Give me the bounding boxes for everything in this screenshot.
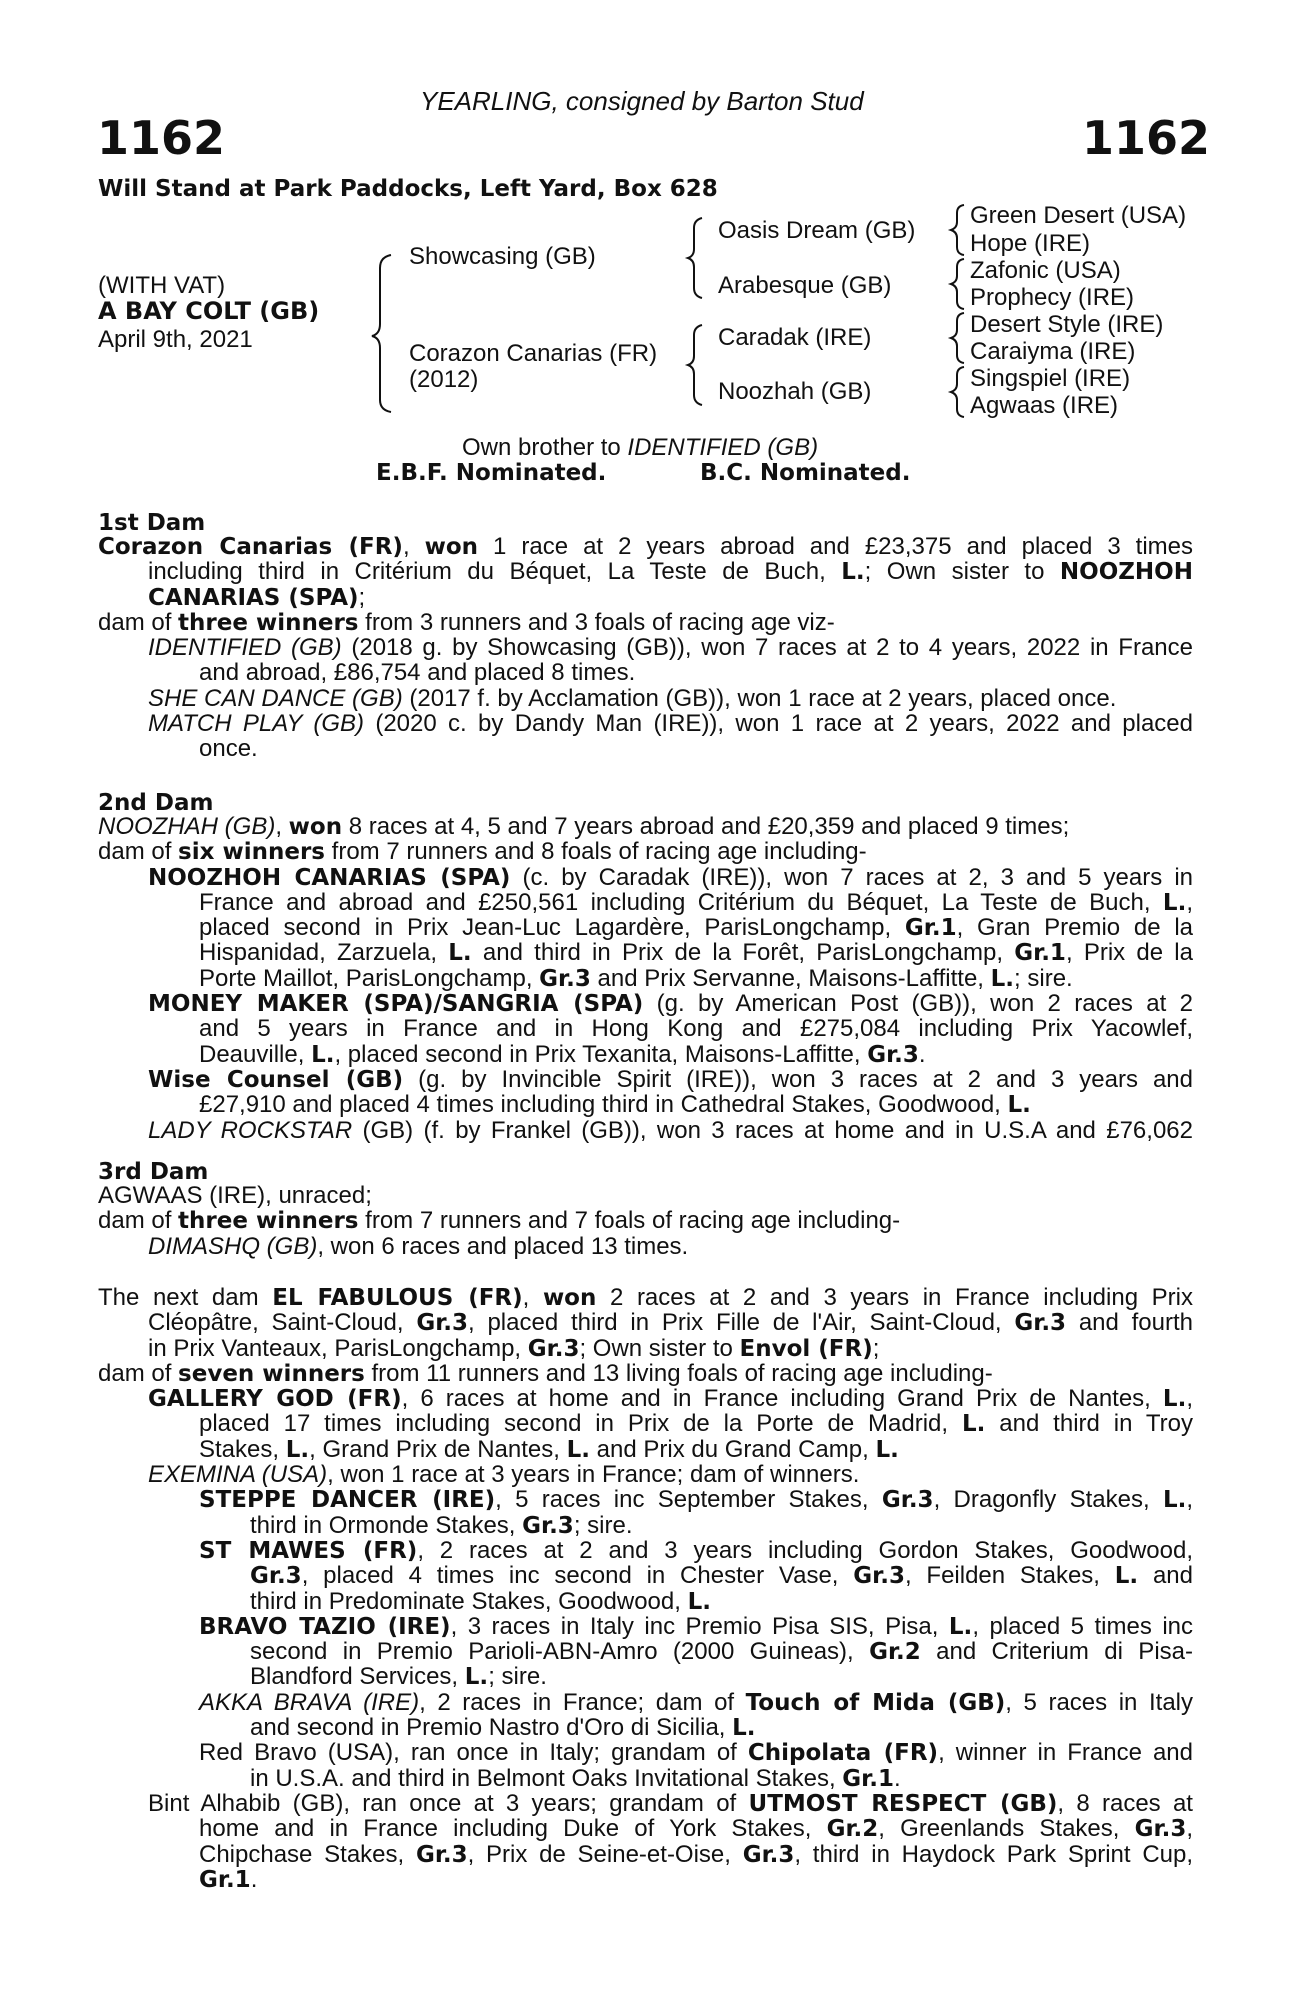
- third-dam-section: AGWAAS (IRE), unraced; dam of three winners from 7 runners and 7 foals of racing age including- DIMASHQ (GB), won 6 races and placed 13 times.: [98, 1183, 1193, 1259]
- progeny-st-mawes: ST MAWES (FR), 2 races at 2 and 3 years including Gordon Stakes, Goodwood,: [199, 1536, 1193, 1564]
- progeny-wise-counsel: Wise Counsel (GB) (g. by Invincible Spirit (IRE)), won 3 races at 2 and 3 years and: [148, 1065, 1193, 1093]
- dam-foaling-year: (2012): [409, 366, 479, 393]
- first-dam-section: Corazon Canarias (FR), won 1 race at 2 years abroad and £23,375 and placed 3 times including third in Critérium du Béquet, La Teste de Buch, L.; Own sister to NOOZHOH CANARIAS (SPA); dam of three winners from 3 runners and 3 foals of racing age viz- IDENTIFIED (GB) (2018 g. by Showcasing (GB)), won 7 races at 2 to 4 years, 2022 in France and abroad, £86,754 and placed 8 times. SHE CAN DANCE (GB) (2017 f. by Acclamation (GB)), won 1 race at 2 years, placed once. MATCH PLAY (GB) (2020 c. by Dandy Man (IRE)), won 1 race at 2 years, 2022 and placed once.: [98, 533, 1193, 763]
- progeny-akka-brava: AKKA BRAVA (IRE), 2 races in France; dam of Touch of Mida (GB), 5 races in Italy: [199, 1688, 1193, 1716]
- progeny-red-bravo: Red Bravo (USA), ran once in Italy; grandam of Chipolata (FR), winner in France and: [199, 1739, 1193, 1767]
- dam-name: Corazon Canarias (FR): [409, 340, 658, 367]
- ancestor-g7: Singspiel (IRE): [970, 365, 1131, 392]
- first-dam-heading: 1st Dam: [98, 510, 206, 536]
- progeny-match-play: MATCH PLAY (GB) (2020 c. by Dandy Man (IRE)), won 1 race at 2 years, 2022 and placed: [148, 710, 1193, 738]
- lot-number-left: 1162: [97, 111, 226, 165]
- sire-sire-name: Oasis Dream (GB): [718, 217, 916, 244]
- sire-name: Showcasing (GB): [409, 243, 596, 270]
- progeny-identified: IDENTIFIED (GB) (2018 g. by Showcasing (GB)), won 7 races at 2 to 4 years, 2022 in France: [148, 634, 1193, 662]
- ancestor-g5: Desert Style (IRE): [970, 311, 1164, 338]
- lot-number-right: 1162: [1082, 111, 1211, 165]
- vat-note: (WITH VAT): [98, 272, 226, 299]
- foaling-date: April 9th, 2021: [98, 326, 253, 353]
- stabling-location: Will Stand at Park Paddocks, Left Yard, Box 628: [98, 176, 718, 202]
- sire-dam-name: Arabesque (GB): [718, 272, 892, 299]
- ancestor-g8: Agwaas (IRE): [970, 392, 1119, 419]
- ancestor-g3: Zafonic (USA): [970, 257, 1121, 284]
- progeny-steppe-dancer: STEPPE DANCER (IRE), 5 races inc September Stakes, Gr.3, Dragonfly Stakes, L.,: [199, 1486, 1194, 1514]
- ebf-nomination: E.B.F. Nominated.: [376, 460, 607, 486]
- progeny-she-can-dance: SHE CAN DANCE (GB) (2017 f. by Acclamation (GB)), won 1 race at 2 years, placed once.: [148, 684, 1117, 712]
- ancestor-g4: Prophecy (IRE): [970, 284, 1135, 311]
- progeny-money-maker: MONEY MAKER (SPA)/SANGRIA (SPA) (g. by American Post (GB)), won 2 races at 2: [148, 990, 1193, 1018]
- second-dam-section: NOOZHAH (GB), won 8 races at 4, 5 and 7 years abroad and £20,359 and placed 9 times; dam of six winners from 7 runners and 8 foals of racing age including- NOOZHOH CANARIAS (SPA) (c. by Caradak (IRE)), won 7 races at 2, 3 and 5 years in France and abroad and £250,561 including Critérium du Béquet, La Teste de Buch, L., placed second in Prix Jean-Luc Lagardère, ParisLongchamp, Gr.1, Gran Premio de la Hispanidad, Zarzuela, L. and third in Prix de la Forêt, ParisLongchamp, Gr.1, Prix de la Porte Maillot, ParisLongchamp, Gr.3 and Prix Servanne, Maisons-Laffitte, L.; sire. MONEY MAKER (SPA)/SANGRIA (SPA) (g. by American Post (GB)), won 2 races at 2 and 5 years in France and in Hong Kong and £275,084 including Prix Yacowlef, Deauville, L., placed second in Prix Texanita, Maisons-Laffitte, Gr.3. Wise Counsel (GB) (g. by Invincible Spirit (IRE)), won 3 races at 2 and 3 years and £27,910 and placed 4 times including third in Cathedral Stakes, Goodwood, L. LADY ROCKSTAR (GB) (f. by Frankel (GB)), won 3 races at home and in U.S.A and £76,062: [98, 813, 1194, 1144]
- progeny-noozhoh-canarias: NOOZHOH CANARIAS (SPA) (c. by Caradak (IRE)), won 7 races at 2, 3 and 5 years in: [148, 863, 1193, 891]
- own-brother-note: Own brother to IDENTIFIED (GB): [462, 434, 819, 461]
- third-dam-heading: 3rd Dam: [98, 1159, 209, 1185]
- next-dam-section: The next dam EL FABULOUS (FR), won 2 races at 2 and 3 years in France including Prix Cléopâtre, Saint-Cloud, Gr.3, placed third in Prix Fille de l'Air, Saint-Cloud, Gr.3 and fourth in Prix Vanteaux, ParisLongchamp, Gr.3; Own sister to Envol (FR); dam of seven winners from 11 runners and 13 living foals of racing age including- GALLERY GOD (FR), 6 races at home and in France including Grand Prix de Nantes, L., placed 17 times including second in Prix de la Porte de Madrid, L. and third in Troy Stakes, L., Grand Prix de Nantes, L. and Prix du Grand Camp, L. EXEMINA (USA), won 1 race at 3 years in France; dam of winners. STEPPE DANCER (IRE), 5 races inc September Stakes, Gr.3, Dragonfly Stakes, L., third in Ormonde Stakes, Gr.3; sire. ST MAWES (FR), 2 races at 2 and 3 years including Gordon Stakes, Goodwood, Gr.3, placed 4 times inc second in Chester Vase, Gr.3, Feilden Stakes, L. and third in Predominate Stakes, Goodwood, L. BRAVO TAZIO (IRE), 3 races in Italy inc Premio Pisa SIS, Pisa, L., placed 5 times inc second in Premio Parioli-ABN-Amro (2000 Guineas), Gr.2 and Criterium di Pisa- Blandford Services, L.; sire. AKKA BRAVA (IRE), 2 races in France; dam of Touch of Mida (GB), 5 races in Italy and second in Premio Nastro d'Oro di Sicilia, L. Red Bravo (USA), ran once in Italy; grandam of Chipolata (FR), winner in France and in U.S.A. and third in Belmont Oaks Invitational Stakes, Gr.1. Bint Alhabib (GB), ran once at 3 years; grandam of UTMOST RESPECT (GB), 8 races at home and in France including Duke of York Stakes, Gr.2, Greenlands Stakes, Gr.3, Chipchase Stakes, Gr.3, Prix de Seine-et-Oise, Gr.3, third in Haydock Park Sprint Cup, Gr.1.: [98, 1284, 1194, 1893]
- second-dam-heading: 2nd Dam: [98, 790, 214, 816]
- progeny-bravo-tazio: BRAVO TAZIO (IRE), 3 races in Italy inc Premio Pisa SIS, Pisa, L., placed 5 times inc: [199, 1612, 1194, 1640]
- progeny-exemina: EXEMINA (USA), won 1 race at 3 years in France; dam of winners.: [148, 1461, 860, 1489]
- dam-sire-name: Caradak (IRE): [718, 324, 872, 351]
- dam-dam-name: Noozhah (GB): [718, 378, 872, 405]
- ancestor-g1: Green Desert (USA): [970, 202, 1187, 229]
- progeny-gallery-god: GALLERY GOD (FR), 6 races at home and in France including Grand Prix de Nantes, L.,: [148, 1385, 1193, 1413]
- bc-nomination: B.C. Nominated.: [700, 460, 911, 486]
- progeny-bint-alhabib: Bint Alhabib (GB), ran once at 3 years; grandam of UTMOST RESPECT (GB), 8 races at: [148, 1789, 1193, 1817]
- progeny-dimashq: DIMASHQ (GB), won 6 races and placed 13 times.: [148, 1232, 689, 1260]
- ancestor-g6: Caraiyma (IRE): [970, 338, 1136, 365]
- ancestor-g2: Hope (IRE): [970, 230, 1091, 257]
- progeny-lady-rockstar: LADY ROCKSTAR (GB) (f. by Frankel (GB)), won 3 races at home and in U.S.A and £76,062: [148, 1116, 1193, 1144]
- consignment-line: YEARLING, consigned by Barton Stud: [420, 86, 864, 116]
- horse-name: A BAY COLT (GB): [98, 297, 320, 325]
